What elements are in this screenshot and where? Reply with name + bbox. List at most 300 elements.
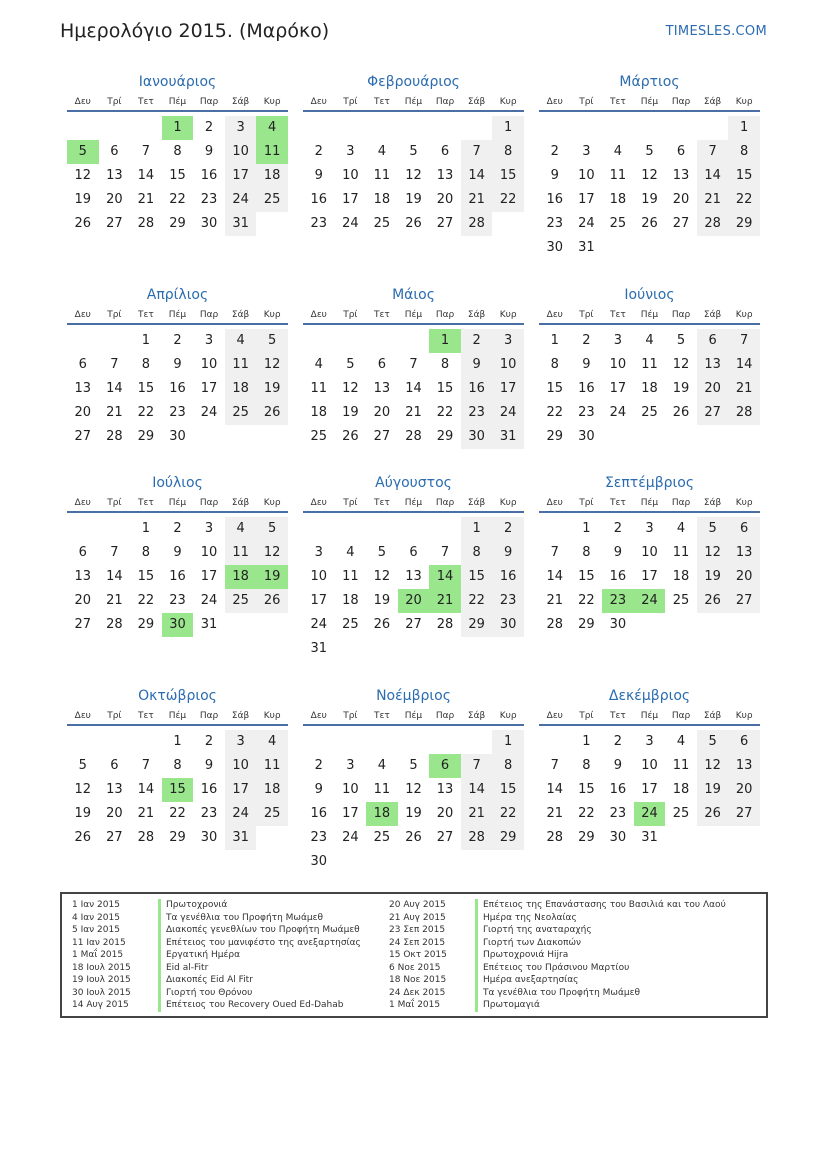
day-cell[interactable]: 23 [578, 405, 595, 420]
day-cell[interactable]: 14 [546, 782, 564, 797]
weekend-day-cell[interactable]: 22 [492, 802, 524, 826]
day-cell[interactable]: 27 [106, 830, 123, 845]
day-cell[interactable]: 30 [609, 617, 627, 632]
weekend-day-cell[interactable]: 14 [697, 164, 729, 188]
weekend-day-cell[interactable]: 9 [492, 541, 524, 565]
day-cell[interactable]: 16 [609, 782, 627, 797]
day-cell[interactable]: 11 [342, 569, 359, 584]
weekend-day-cell[interactable]: 19 [697, 778, 729, 802]
day-cell[interactable]: 12 [342, 381, 359, 396]
day-cell[interactable]: 16 [310, 806, 328, 821]
weekend-day-cell[interactable]: 13 [728, 541, 760, 565]
day-cell[interactable]: 22 [436, 405, 454, 420]
day-cell[interactable]: 12 [672, 357, 690, 372]
day-cell[interactable]: 13 [672, 168, 690, 183]
day-cell[interactable]: 18 [641, 381, 658, 396]
weekend-day-cell[interactable]: 20 [728, 565, 760, 589]
holiday-day-cell[interactable]: 15 [162, 778, 194, 802]
day-cell[interactable]: 20 [373, 405, 391, 420]
weekend-day-cell[interactable]: 21 [728, 377, 760, 401]
weekend-day-cell[interactable]: 15 [492, 164, 524, 188]
weekend-day-cell[interactable]: 8 [728, 140, 760, 164]
day-cell[interactable]: 19 [641, 192, 658, 207]
day-cell[interactable]: 17 [342, 192, 359, 207]
weekend-day-cell[interactable]: 29 [728, 212, 760, 236]
day-cell[interactable]: 8 [173, 758, 182, 773]
day-cell[interactable]: 8 [141, 357, 151, 372]
weekend-day-cell[interactable]: 1 [492, 116, 524, 140]
day-cell[interactable]: 12 [405, 168, 422, 183]
weekend-day-cell[interactable]: 2 [492, 517, 524, 541]
day-cell[interactable]: 4 [676, 734, 686, 749]
weekend-day-cell[interactable]: 28 [461, 826, 493, 850]
day-cell[interactable]: 9 [173, 545, 182, 560]
day-cell[interactable]: 31 [578, 240, 595, 255]
day-cell[interactable]: 20 [106, 192, 123, 207]
day-cell[interactable]: 4 [346, 545, 355, 560]
day-cell[interactable]: 19 [74, 806, 92, 821]
day-cell[interactable]: 21 [137, 806, 155, 821]
weekend-day-cell[interactable]: 7 [461, 140, 493, 164]
day-cell[interactable]: 23 [169, 405, 186, 420]
day-cell[interactable]: 13 [373, 381, 391, 396]
weekend-day-cell[interactable]: 29 [492, 826, 524, 850]
day-cell[interactable]: 15 [137, 381, 155, 396]
weekend-day-cell[interactable]: 3 [225, 730, 257, 754]
day-cell[interactable]: 3 [645, 521, 654, 536]
day-cell[interactable]: 10 [609, 357, 627, 372]
weekend-day-cell[interactable]: 8 [492, 140, 524, 164]
weekend-day-cell[interactable]: 23 [492, 589, 524, 613]
day-cell[interactable]: 10 [342, 782, 359, 797]
weekend-day-cell[interactable]: 4 [256, 730, 288, 754]
day-cell[interactable]: 23 [609, 806, 627, 821]
day-cell[interactable]: 7 [110, 545, 119, 560]
day-cell[interactable]: 6 [78, 545, 87, 560]
weekend-day-cell[interactable]: 28 [697, 212, 729, 236]
weekend-day-cell[interactable]: 22 [728, 188, 760, 212]
weekend-day-cell[interactable]: 31 [225, 826, 257, 850]
weekend-day-cell[interactable]: 31 [492, 425, 524, 449]
weekend-day-cell[interactable]: 20 [697, 377, 729, 401]
site-brand-link[interactable]: TIMESLES.COM [665, 24, 767, 39]
day-cell[interactable]: 2 [314, 758, 323, 773]
day-cell[interactable]: 12 [405, 782, 422, 797]
weekend-day-cell[interactable]: 25 [225, 589, 257, 613]
day-cell[interactable]: 2 [204, 734, 214, 749]
day-cell[interactable]: 21 [546, 806, 564, 821]
day-cell[interactable]: 6 [409, 545, 418, 560]
day-cell[interactable]: 6 [377, 357, 387, 372]
day-cell[interactable]: 25 [672, 806, 690, 821]
day-cell[interactable]: 20 [106, 806, 123, 821]
day-cell[interactable]: 12 [74, 168, 92, 183]
day-cell[interactable]: 28 [436, 617, 454, 632]
weekend-day-cell[interactable]: 24 [492, 401, 524, 425]
day-cell[interactable]: 7 [141, 758, 151, 773]
weekend-day-cell[interactable]: 27 [728, 802, 760, 826]
day-cell[interactable]: 11 [641, 357, 658, 372]
day-cell[interactable]: 12 [373, 569, 391, 584]
day-cell[interactable]: 23 [310, 830, 328, 845]
day-cell[interactable]: 22 [137, 405, 155, 420]
day-cell[interactable]: 16 [310, 192, 328, 207]
weekend-day-cell[interactable]: 30 [492, 613, 524, 637]
day-cell[interactable]: 8 [141, 545, 151, 560]
day-cell[interactable]: 2 [204, 120, 214, 135]
day-cell[interactable]: 8 [173, 144, 182, 159]
day-cell[interactable]: 19 [405, 192, 422, 207]
day-cell[interactable]: 14 [106, 381, 123, 396]
day-cell[interactable]: 2 [550, 144, 559, 159]
day-cell[interactable]: 2 [582, 333, 591, 348]
day-cell[interactable]: 30 [578, 429, 595, 444]
day-cell[interactable]: 17 [200, 381, 218, 396]
day-cell[interactable]: 29 [169, 830, 186, 845]
weekend-day-cell[interactable]: 27 [697, 401, 729, 425]
day-cell[interactable]: 23 [200, 192, 218, 207]
day-cell[interactable]: 9 [613, 545, 623, 560]
day-cell[interactable]: 7 [409, 357, 418, 372]
day-cell[interactable]: 18 [373, 192, 391, 207]
day-cell[interactable]: 28 [546, 617, 564, 632]
weekend-day-cell[interactable]: 8 [461, 541, 493, 565]
day-cell[interactable]: 11 [373, 168, 391, 183]
day-cell[interactable]: 2 [613, 734, 623, 749]
day-cell[interactable]: 15 [578, 782, 595, 797]
day-cell[interactable]: 9 [613, 758, 623, 773]
weekend-day-cell[interactable]: 10 [492, 353, 524, 377]
day-cell[interactable]: 24 [310, 617, 328, 632]
weekend-day-cell[interactable]: 23 [461, 401, 493, 425]
day-cell[interactable]: 16 [578, 381, 595, 396]
day-cell[interactable]: 30 [200, 216, 218, 231]
day-cell[interactable]: 26 [74, 216, 92, 231]
weekend-day-cell[interactable]: 4 [225, 517, 257, 541]
day-cell[interactable]: 27 [74, 429, 92, 444]
day-cell[interactable]: 7 [110, 357, 119, 372]
day-cell[interactable]: 30 [609, 830, 627, 845]
day-cell[interactable]: 17 [200, 569, 218, 584]
day-cell[interactable]: 21 [137, 192, 155, 207]
day-cell[interactable]: 1 [582, 734, 591, 749]
weekend-day-cell[interactable]: 16 [461, 377, 493, 401]
holiday-day-cell[interactable]: 19 [256, 565, 288, 589]
day-cell[interactable]: 16 [169, 381, 186, 396]
day-cell[interactable]: 5 [409, 144, 418, 159]
weekend-day-cell[interactable]: 24 [225, 802, 257, 826]
day-cell[interactable]: 13 [436, 782, 454, 797]
day-cell[interactable]: 9 [204, 758, 214, 773]
day-cell[interactable]: 8 [582, 758, 591, 773]
day-cell[interactable]: 31 [641, 830, 658, 845]
holiday-day-cell[interactable]: 20 [398, 589, 430, 613]
weekend-day-cell[interactable]: 11 [256, 754, 288, 778]
day-cell[interactable]: 24 [200, 405, 218, 420]
weekend-day-cell[interactable]: 25 [225, 401, 257, 425]
day-cell[interactable]: 28 [546, 830, 564, 845]
day-cell[interactable]: 4 [613, 144, 623, 159]
day-cell[interactable]: 17 [578, 192, 595, 207]
weekend-day-cell[interactable]: 22 [492, 188, 524, 212]
day-cell[interactable]: 16 [200, 782, 218, 797]
day-cell[interactable]: 29 [436, 429, 454, 444]
day-cell[interactable]: 17 [342, 806, 359, 821]
day-cell[interactable]: 2 [314, 144, 323, 159]
day-cell[interactable]: 8 [550, 357, 559, 372]
weekend-day-cell[interactable]: 14 [728, 353, 760, 377]
day-cell[interactable]: 15 [578, 569, 595, 584]
day-cell[interactable]: 11 [373, 782, 391, 797]
day-cell[interactable]: 29 [137, 429, 155, 444]
day-cell[interactable]: 24 [609, 405, 627, 420]
day-cell[interactable]: 27 [436, 216, 454, 231]
holiday-day-cell[interactable]: 1 [162, 116, 194, 140]
weekend-day-cell[interactable]: 31 [225, 212, 257, 236]
day-cell[interactable]: 18 [310, 405, 328, 420]
weekend-day-cell[interactable]: 19 [256, 377, 288, 401]
day-cell[interactable]: 10 [310, 569, 328, 584]
weekend-day-cell[interactable]: 6 [728, 517, 760, 541]
day-cell[interactable]: 24 [342, 830, 359, 845]
day-cell[interactable]: 26 [373, 617, 391, 632]
weekend-day-cell[interactable]: 21 [461, 188, 493, 212]
day-cell[interactable]: 14 [546, 569, 564, 584]
day-cell[interactable]: 6 [676, 144, 686, 159]
day-cell[interactable]: 11 [609, 168, 627, 183]
weekend-day-cell[interactable]: 17 [492, 377, 524, 401]
weekend-day-cell[interactable]: 4 [225, 329, 257, 353]
weekend-day-cell[interactable]: 24 [225, 188, 257, 212]
weekend-day-cell[interactable]: 26 [256, 401, 288, 425]
weekend-day-cell[interactable]: 14 [461, 164, 493, 188]
day-cell[interactable]: 24 [200, 593, 218, 608]
day-cell[interactable]: 22 [169, 192, 186, 207]
weekend-day-cell[interactable]: 28 [461, 212, 493, 236]
weekend-day-cell[interactable]: 21 [461, 802, 493, 826]
day-cell[interactable]: 27 [106, 216, 123, 231]
holiday-day-cell[interactable]: 14 [429, 565, 461, 589]
day-cell[interactable]: 17 [641, 569, 658, 584]
weekend-day-cell[interactable]: 18 [256, 164, 288, 188]
day-cell[interactable]: 29 [169, 216, 186, 231]
day-cell[interactable]: 3 [204, 333, 214, 348]
weekend-day-cell[interactable]: 2 [461, 329, 493, 353]
day-cell[interactable]: 16 [609, 569, 627, 584]
day-cell[interactable]: 25 [373, 216, 391, 231]
holiday-day-cell[interactable]: 18 [225, 565, 257, 589]
day-cell[interactable]: 23 [310, 216, 328, 231]
day-cell[interactable]: 31 [310, 641, 328, 656]
day-cell[interactable]: 20 [74, 593, 92, 608]
day-cell[interactable]: 30 [310, 854, 328, 869]
day-cell[interactable]: 25 [310, 429, 328, 444]
day-cell[interactable]: 18 [672, 782, 690, 797]
day-cell[interactable]: 22 [546, 405, 564, 420]
day-cell[interactable]: 20 [672, 192, 690, 207]
day-cell[interactable]: 6 [110, 758, 119, 773]
day-cell[interactable]: 9 [314, 782, 323, 797]
day-cell[interactable]: 14 [137, 168, 155, 183]
day-cell[interactable]: 31 [200, 617, 218, 632]
day-cell[interactable]: 1 [141, 521, 151, 536]
day-cell[interactable]: 29 [578, 617, 595, 632]
day-cell[interactable]: 20 [436, 192, 454, 207]
day-cell[interactable]: 16 [546, 192, 564, 207]
day-cell[interactable]: 6 [110, 144, 119, 159]
day-cell[interactable]: 26 [74, 830, 92, 845]
day-cell[interactable]: 6 [78, 357, 87, 372]
weekend-day-cell[interactable]: 26 [697, 802, 729, 826]
holiday-day-cell[interactable]: 24 [634, 589, 666, 613]
weekend-day-cell[interactable]: 14 [461, 778, 493, 802]
day-cell[interactable]: 7 [440, 545, 450, 560]
weekend-day-cell[interactable]: 3 [492, 329, 524, 353]
day-cell[interactable]: 26 [405, 830, 422, 845]
day-cell[interactable]: 23 [169, 593, 186, 608]
day-cell[interactable]: 17 [310, 593, 328, 608]
day-cell[interactable]: 22 [578, 593, 595, 608]
day-cell[interactable]: 10 [641, 758, 658, 773]
weekend-day-cell[interactable]: 6 [697, 329, 729, 353]
day-cell[interactable]: 23 [200, 806, 218, 821]
day-cell[interactable]: 10 [578, 168, 595, 183]
day-cell[interactable]: 13 [74, 569, 92, 584]
day-cell[interactable]: 4 [377, 758, 387, 773]
day-cell[interactable]: 4 [676, 521, 686, 536]
day-cell[interactable]: 15 [436, 381, 454, 396]
weekend-day-cell[interactable]: 1 [461, 517, 493, 541]
day-cell[interactable]: 5 [78, 758, 87, 773]
holiday-day-cell[interactable]: 21 [429, 589, 461, 613]
day-cell[interactable]: 22 [169, 806, 186, 821]
day-cell[interactable]: 2 [173, 521, 182, 536]
day-cell[interactable]: 10 [641, 545, 658, 560]
day-cell[interactable]: 1 [173, 734, 182, 749]
day-cell[interactable]: 5 [346, 357, 355, 372]
weekend-day-cell[interactable]: 17 [225, 778, 257, 802]
holiday-day-cell[interactable]: 4 [256, 116, 288, 140]
weekend-day-cell[interactable]: 18 [256, 778, 288, 802]
weekend-day-cell[interactable]: 5 [697, 517, 729, 541]
day-cell[interactable]: 15 [137, 569, 155, 584]
holiday-day-cell[interactable]: 5 [67, 140, 99, 164]
day-cell[interactable]: 26 [342, 429, 359, 444]
weekend-day-cell[interactable]: 10 [225, 140, 257, 164]
day-cell[interactable]: 11 [310, 381, 328, 396]
weekend-day-cell[interactable]: 1 [728, 116, 760, 140]
weekend-day-cell[interactable]: 11 [225, 541, 257, 565]
day-cell[interactable]: 27 [436, 830, 454, 845]
day-cell[interactable]: 3 [314, 545, 323, 560]
day-cell[interactable]: 9 [204, 144, 214, 159]
holiday-day-cell[interactable]: 24 [634, 802, 666, 826]
day-cell[interactable]: 12 [641, 168, 658, 183]
day-cell[interactable]: 22 [578, 806, 595, 821]
day-cell[interactable]: 25 [609, 216, 627, 231]
holiday-day-cell[interactable]: 11 [256, 140, 288, 164]
weekend-day-cell[interactable]: 12 [256, 541, 288, 565]
weekend-day-cell[interactable]: 30 [461, 425, 493, 449]
day-cell[interactable]: 1 [141, 333, 151, 348]
day-cell[interactable]: 27 [373, 429, 391, 444]
day-cell[interactable]: 4 [645, 333, 654, 348]
weekend-day-cell[interactable]: 13 [697, 353, 729, 377]
day-cell[interactable]: 28 [137, 216, 155, 231]
day-cell[interactable]: 5 [645, 144, 654, 159]
day-cell[interactable]: 17 [641, 782, 658, 797]
day-cell[interactable]: 28 [405, 429, 422, 444]
weekend-day-cell[interactable]: 12 [697, 541, 729, 565]
day-cell[interactable]: 28 [106, 617, 123, 632]
day-cell[interactable]: 13 [106, 782, 123, 797]
day-cell[interactable]: 1 [550, 333, 559, 348]
weekend-day-cell[interactable]: 26 [256, 589, 288, 613]
day-cell[interactable]: 25 [373, 830, 391, 845]
weekend-day-cell[interactable]: 5 [256, 517, 288, 541]
weekend-day-cell[interactable]: 5 [697, 730, 729, 754]
day-cell[interactable]: 21 [405, 405, 422, 420]
weekend-day-cell[interactable]: 16 [492, 565, 524, 589]
weekend-day-cell[interactable]: 29 [461, 613, 493, 637]
weekend-day-cell[interactable]: 20 [728, 778, 760, 802]
day-cell[interactable]: 3 [582, 144, 591, 159]
weekend-day-cell[interactable]: 15 [728, 164, 760, 188]
day-cell[interactable]: 13 [74, 381, 92, 396]
day-cell[interactable]: 19 [342, 405, 359, 420]
day-cell[interactable]: 5 [409, 758, 418, 773]
day-cell[interactable]: 18 [672, 569, 690, 584]
day-cell[interactable]: 6 [440, 144, 450, 159]
day-cell[interactable]: 8 [440, 357, 450, 372]
weekend-day-cell[interactable]: 18 [225, 377, 257, 401]
day-cell[interactable]: 13 [436, 168, 454, 183]
weekend-day-cell[interactable]: 22 [461, 589, 493, 613]
day-cell[interactable]: 5 [377, 545, 387, 560]
day-cell[interactable]: 3 [613, 333, 623, 348]
weekend-day-cell[interactable]: 9 [461, 353, 493, 377]
day-cell[interactable]: 7 [550, 758, 559, 773]
weekend-day-cell[interactable]: 25 [256, 802, 288, 826]
weekend-day-cell[interactable]: 19 [697, 565, 729, 589]
day-cell[interactable]: 30 [546, 240, 564, 255]
day-cell[interactable]: 19 [405, 806, 422, 821]
day-cell[interactable]: 14 [106, 569, 123, 584]
weekend-day-cell[interactable]: 3 [225, 116, 257, 140]
weekend-day-cell[interactable]: 6 [728, 730, 760, 754]
day-cell[interactable]: 9 [550, 168, 559, 183]
day-cell[interactable]: 27 [405, 617, 422, 632]
day-cell[interactable]: 14 [405, 381, 422, 396]
day-cell[interactable]: 27 [672, 216, 690, 231]
day-cell[interactable]: 19 [74, 192, 92, 207]
weekend-day-cell[interactable]: 7 [697, 140, 729, 164]
day-cell[interactable]: 18 [342, 593, 359, 608]
day-cell[interactable]: 25 [342, 617, 359, 632]
day-cell[interactable]: 15 [546, 381, 564, 396]
day-cell[interactable]: 7 [550, 545, 559, 560]
day-cell[interactable]: 21 [546, 593, 564, 608]
day-cell[interactable]: 26 [405, 216, 422, 231]
day-cell[interactable]: 20 [74, 405, 92, 420]
holiday-day-cell[interactable]: 30 [162, 613, 194, 637]
day-cell[interactable]: 16 [169, 569, 186, 584]
day-cell[interactable]: 13 [405, 569, 422, 584]
weekend-day-cell[interactable]: 8 [492, 754, 524, 778]
day-cell[interactable]: 24 [342, 216, 359, 231]
day-cell[interactable]: 4 [377, 144, 387, 159]
day-cell[interactable]: 3 [645, 734, 654, 749]
